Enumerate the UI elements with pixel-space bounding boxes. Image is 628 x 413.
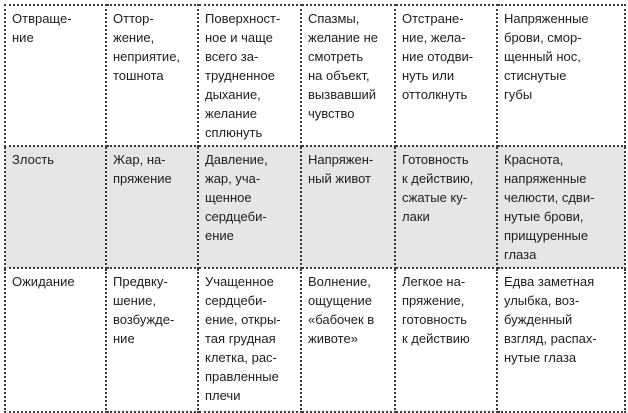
emotions-table-body	[5, 5, 625, 412]
emotion-name-cell: Ожидание	[5, 268, 106, 412]
table-cell: Отстране- ние, жела- ние отодви- нуть или оттолкнуть	[395, 5, 497, 146]
table-cell: Готовность к действию, сжатые ку- лаки	[395, 146, 497, 268]
table-row	[5, 268, 625, 412]
table-cell: Предвку- шение, возбужде- ние	[106, 268, 198, 412]
emotion-name-cell: Отвраще- ние	[5, 5, 106, 146]
table-cell: Поверхност- ное и чаще всего за- трудненное дыхание, желание сплюнуть	[198, 5, 301, 146]
table-cell: Учащенное сердцеби- ение, откры- тая грудная клетка, рас- правленные плечи	[198, 268, 301, 412]
emotion-name-cell: Злость	[5, 146, 106, 268]
table-cell: Краснота, напряженные челюсти, сдви- нутые брови, прищуренные глаза	[497, 146, 625, 268]
table-cell: Спазмы, желание не смотреть на объект, вызвавший чувство	[301, 5, 395, 146]
table-cell: Оттор- жение, неприятие, тошнота	[106, 5, 198, 146]
table-cell: Напряженные брови, смор- щенный нос, стиснутые губы	[497, 5, 625, 146]
table-row	[5, 146, 625, 268]
table-cell: Волнение, ощущение «бабочек в животе»	[301, 268, 395, 412]
table-cell: Едва заметная улыбка, воз- бужденный взгляд, распах- нутые глаза	[497, 268, 625, 412]
table-cell: Жар, на- пряжение	[106, 146, 198, 268]
table-cell: Напряжен- ный живот	[301, 146, 395, 268]
table-row	[5, 5, 625, 146]
table-cell: Легкое на- пряжение, готовность к действию	[395, 268, 497, 412]
table-cell: Давление, жар, уча- щенное сердцеби- ение	[198, 146, 301, 268]
emotions-table	[4, 4, 626, 413]
